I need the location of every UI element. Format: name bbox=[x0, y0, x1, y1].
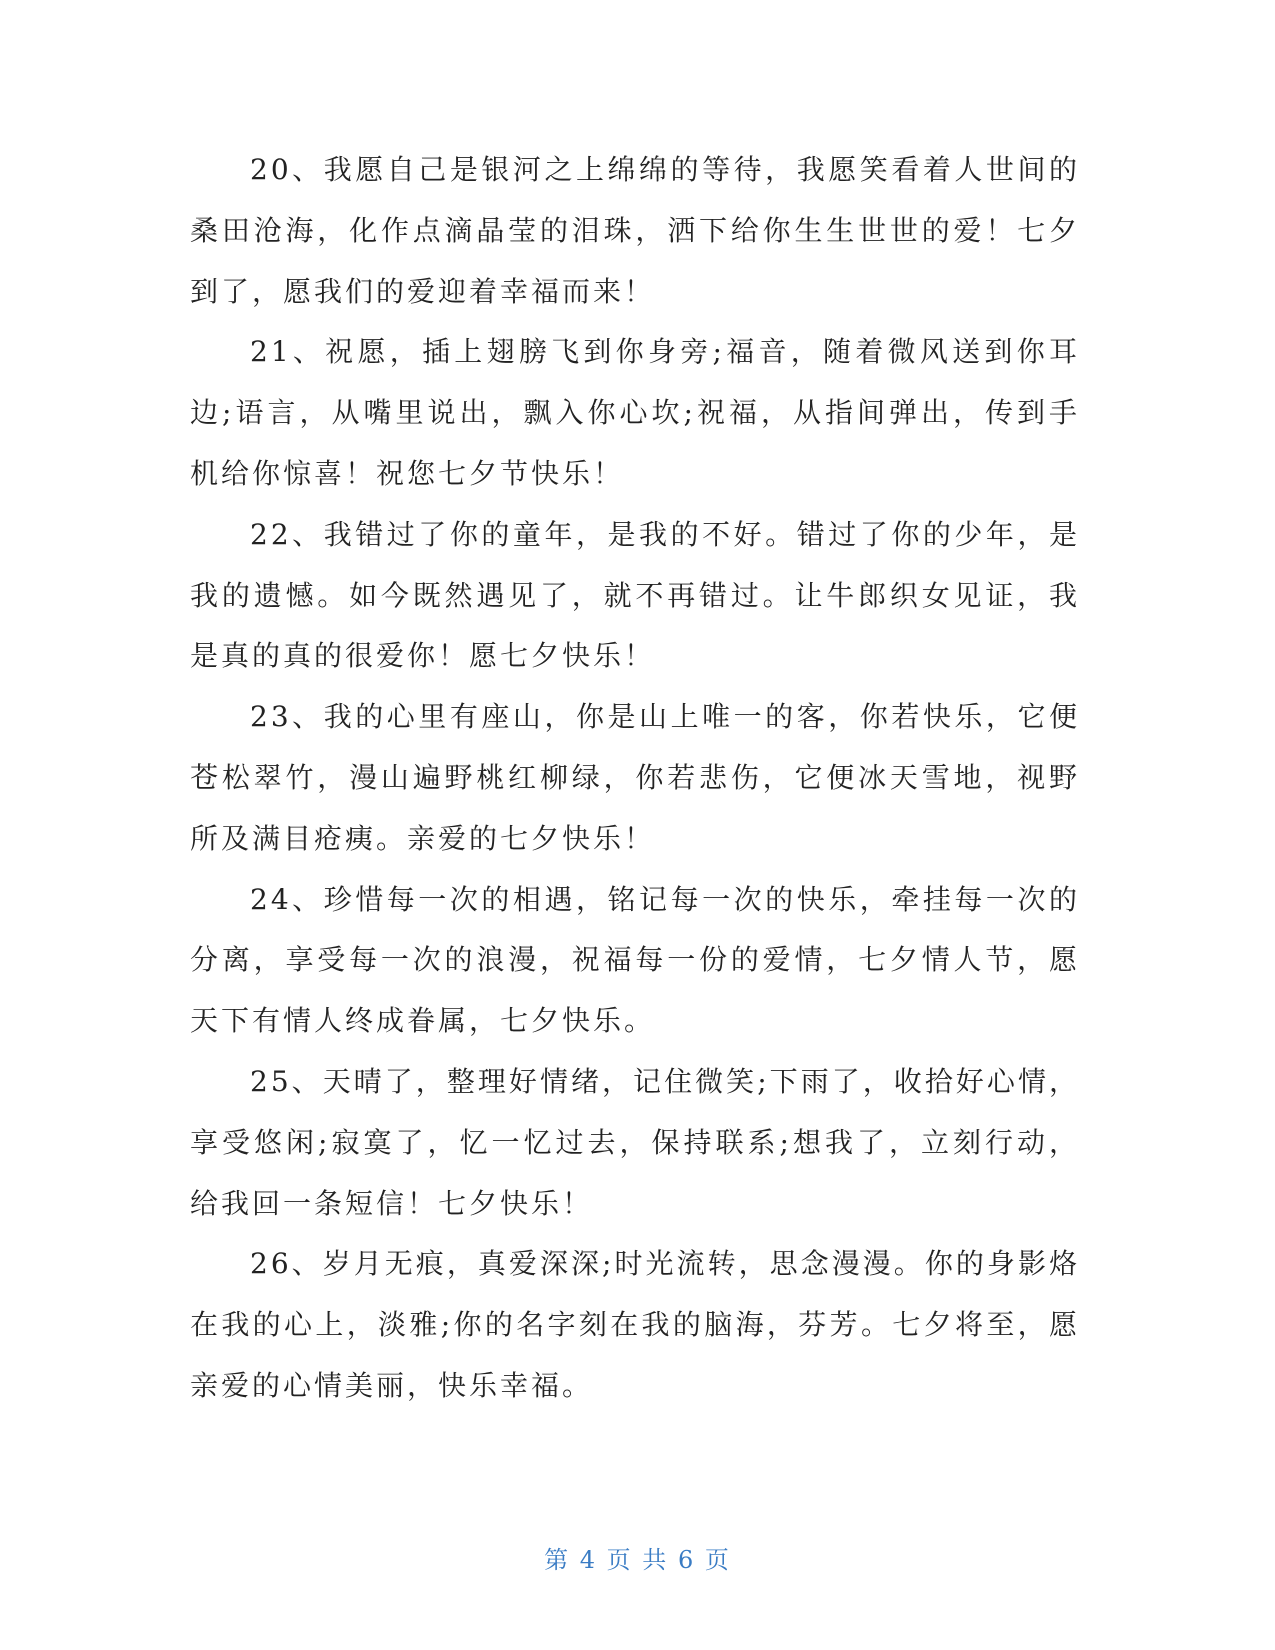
paragraph-25: 25、天晴了，整理好情绪，记住微笑;下雨了，收拾好心情，享受悠闲;寂寞了，忆一忆过去，保持联系;想我了，立刻行动，给我回一条短信！七夕快乐！ bbox=[190, 1064, 1080, 1220]
paragraph-22: 22、我错过了你的童年，是我的不好。错过了你的少年，是我的遗憾。如今既然遇见了，就不再错过。让牛郎织女见证，我是真的真的很爱你！愿七夕快乐！ bbox=[190, 517, 1080, 673]
document-body bbox=[190, 140, 1080, 1417]
paragraph-26: 26、岁月无痕，真爱深深;时光流转，思念漫漫。你的身影烙在我的心上，淡雅;你的名字刻在我的脑海，芬芳。七夕将至，愿亲爱的心情美丽，快乐幸福。 bbox=[190, 1247, 1080, 1402]
paragraph-24: 24、珍惜每一次的相遇，铭记每一次的快乐，牵挂每一次的分离，享受每一次的浪漫，祝福每一份的爱情，七夕情人节，愿天下有情人终成眷属，七夕快乐。 bbox=[190, 882, 1080, 1038]
paragraph-20: 20、我愿自己是银河之上绵绵的等待，我愿笑看着人世间的桑田沧海，化作点滴晶莹的泪珠，洒下给你生生世世的爱！七夕到了，愿我们的爱迎着幸福而来！ bbox=[190, 153, 1080, 308]
paragraph-23: 23、我的心里有座山，你是山上唯一的客，你若快乐，它便苍松翠竹，漫山遍野桃红柳绿，你若悲伤，它便冰天雪地，视野所及满目疮痍。亲爱的七夕快乐！ bbox=[190, 700, 1080, 855]
page-footer: 第 4 页 共 6 页 bbox=[544, 1546, 731, 1574]
paragraph-21: 21、祝愿，插上翅膀飞到你身旁;福音，随着微风送到你耳边;语言，从嘴里说出，飘入你心坎;祝福，从指间弹出，传到手机给你惊喜！祝您七夕节快乐！ bbox=[190, 335, 1080, 490]
